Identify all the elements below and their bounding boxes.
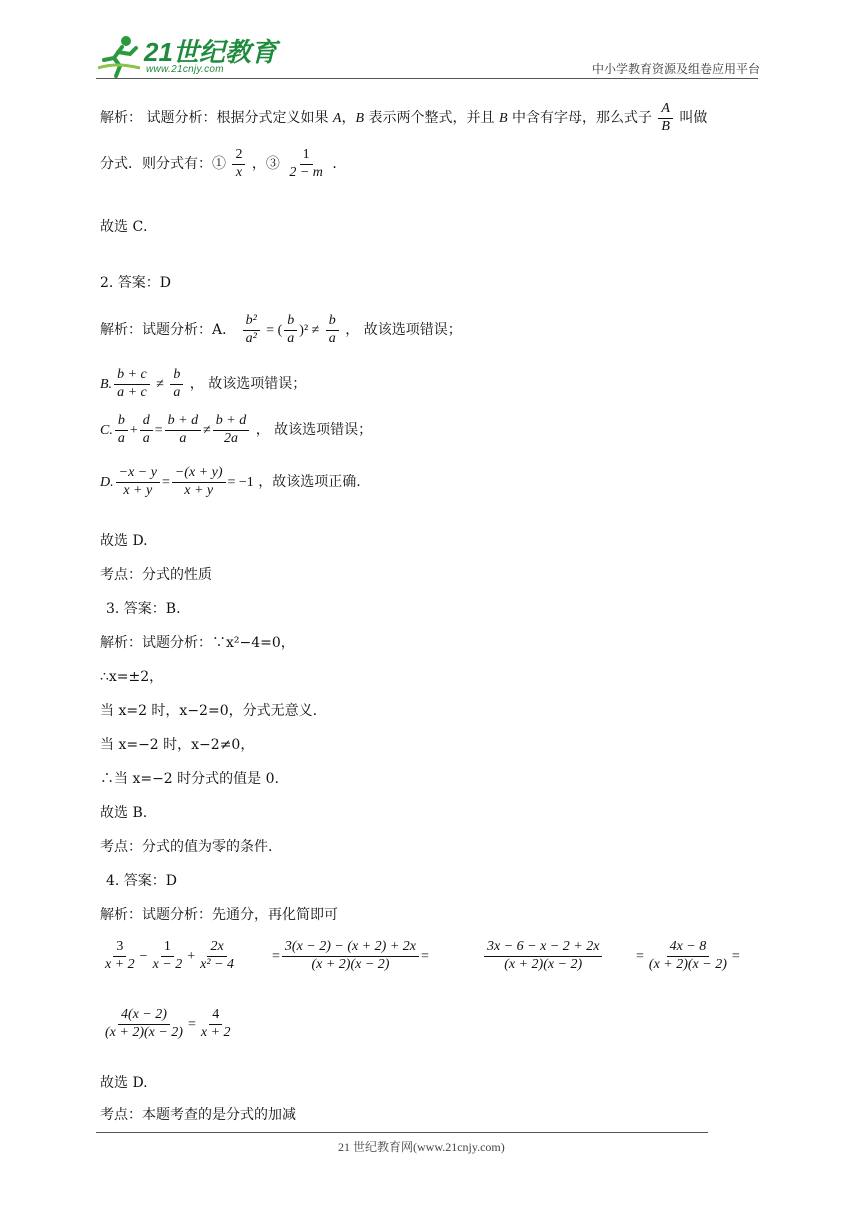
fraction-2-over-x: $\frac{2}{x}$ — [232, 148, 245, 180]
q4-expression-5: $\frac{4(x - 2)}{(x + 2)(x - 2)}$ = $\frac{4}{x + 2}$ — [105, 1007, 231, 1040]
q2-option-b: B. $\frac{b + c}{a + c}$ ≠ $\frac{b}{a}$ ， 故该选项错误； — [100, 367, 307, 400]
header-platform-text: 中小学教育资源及组卷应用平台 — [591, 62, 760, 76]
runner-logo-icon — [96, 34, 142, 78]
q1-line2: 分式．则分式有：① $\frac{2}{x}$ ，③ $\frac{1}{2 - m}$ ． — [100, 147, 347, 180]
logo-url: www.21cnjy.com — [146, 64, 224, 75]
q4-choose: 故选 D. — [100, 1075, 148, 1091]
q3-line1: 解析：试题分析：∵x²−4=0， — [100, 635, 295, 651]
footer-site-text: 21 世纪教育网(www.21cnjy.com) — [338, 1140, 505, 1154]
q3-point: 考点：分式的值为零的条件. — [100, 839, 273, 855]
q2-option-c: C. $\frac{b}{a}$ + $\frac{d}{a}$ = $\frac{b + d}{a}$ ≠ $\frac{b + d}{2a}$ ， 故该选项错误； — [100, 413, 373, 446]
header-divider — [96, 78, 758, 79]
q1-line1: 解析： 试题分析：根据分式定义如果 A，B 表示两个整式，并且 B 中含有字母，那么式子 $\frac{A}{B}$ 叫做 — [100, 101, 708, 134]
q4-expression-3: $\frac{3x - 6 - x - 2 + 2x}{(x + 2)(x - 2)}$ — [482, 940, 604, 972]
logo — [96, 32, 277, 80]
q4-expression-1: $\frac{3}{x + 2}$ − $\frac{1}{x - 2}$ + $\frac{2x}{\text{x² − 4}}$ — [105, 939, 235, 972]
q4-expression-4: = $\frac{4x - 8}{(x + 2)(x - 2)}$ = — [636, 939, 740, 972]
q3-line4: 当 x=−2 时，x−2≠0， — [100, 737, 255, 753]
q4-point: 考点：本题考查的是分式的加减 — [100, 1107, 296, 1123]
q4-answer: 4. 答案：D — [106, 873, 178, 889]
q2-point: 考点：分式的性质 — [100, 567, 212, 583]
q3-line5: ∴当 x=−2 时分式的值是 0. — [100, 771, 279, 787]
q4-intro: 解析：试题分析：先通分，再化简即可 — [100, 907, 338, 923]
q3-line2: ∴x=±2， — [100, 669, 164, 685]
q3-answer: 3. 答案：B. — [106, 601, 181, 617]
q2-option-a: 解析：试题分析：A． $\frac{\text{b²}}{\text{a²}}$ = ( $\frac{b}{a}$ )² ≠ $\frac{b}{a}$ ， 故该选项错误； — [100, 313, 462, 346]
q1-choose: 故选 C． — [100, 219, 158, 235]
fraction-A-over-B: $\frac{A}{B}$ — [658, 102, 673, 134]
q2-answer: 2. 答案：D — [100, 275, 172, 291]
q2-option-d: D. $\frac{-x - y}{x + y}$ = $\frac{-(x + y)}{x + y}$ = −1 ，故该选项正确. — [100, 465, 361, 498]
q3-choose: 故选 B. — [100, 805, 148, 821]
q3-line3: 当 x=2 时，x−2=0，分式无意义. — [100, 703, 318, 719]
logo-text: 21世纪教育 — [144, 37, 277, 67]
fraction-1-over-2-m: $\frac{1}{2 - m}$ — [289, 147, 323, 180]
q2-choose: 故选 D. — [100, 533, 148, 549]
footer-divider — [96, 1132, 708, 1133]
q4-expression-2: = $\frac{3(x - 2) - (x + 2) + 2x}{(x + 2)(x - 2)}$ = — [272, 939, 429, 972]
